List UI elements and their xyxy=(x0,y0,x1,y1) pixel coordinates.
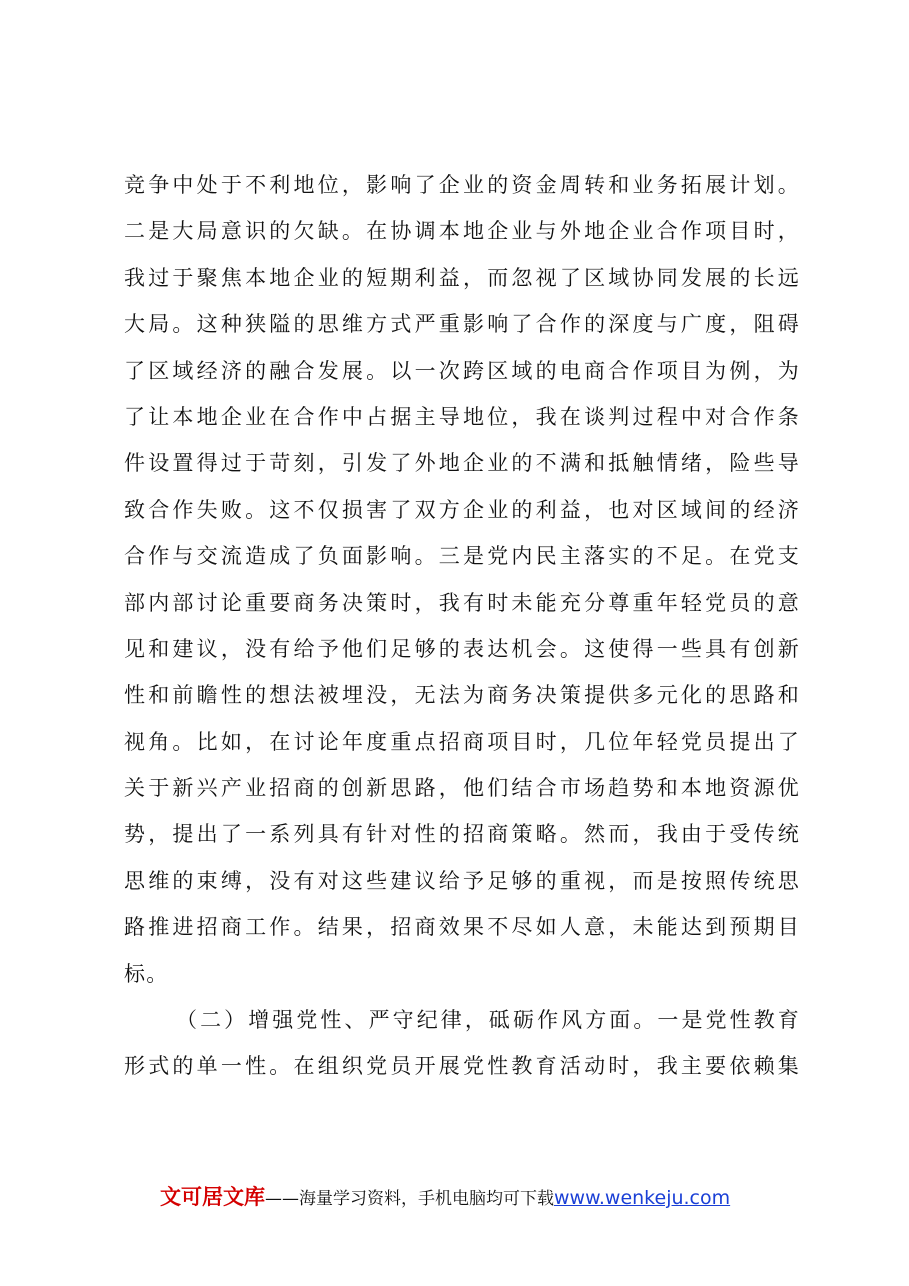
paragraph-line: 路推进招商工作。结果，招商效果不尽如人意，未能达到预期目 xyxy=(124,915,800,940)
paragraph-line: 竞争中处于不利地位，影响了企业的资金周转和业务拓展计划。 xyxy=(124,173,800,197)
paragraph-line: 思维的束缚，没有对这些建议给予足够的重视，而是按照传统思 xyxy=(124,868,800,893)
paragraph-line: 我过于聚焦本地企业的短期利益，而忽视了区域协同发展的长远 xyxy=(124,265,800,290)
paragraph-line: 致合作失败。这不仅损害了双方企业的利益，也对区域间的经济 xyxy=(124,497,800,522)
paragraph-line: 势，提出了一系列具有针对性的招商策略。然而，我由于受传统 xyxy=(124,822,800,847)
footer-url-link[interactable]: www.wenkeju.com xyxy=(554,1187,731,1209)
footer-banner xyxy=(160,1182,730,1212)
document-body xyxy=(124,162,800,1090)
paragraph-line: 件设置得过于苛刻，引发了外地企业的不满和抵触情绪，险些导 xyxy=(124,451,800,476)
paragraph-line: 合作与交流造成了负面影响。三是党内民主落实的不足。在党支 xyxy=(124,544,800,569)
paragraph-line: 部内部讨论重要商务决策时，我有时未能充分尊重年轻党员的意 xyxy=(124,590,800,615)
section-paragraph-line: 形式的单一性。在组织党员开展党性教育活动时，我主要依赖集 xyxy=(124,1054,800,1079)
paragraph-line: 大局。这种狭隘的思维方式严重影响了合作的深度与广度，阻碍 xyxy=(124,312,800,337)
footer-tagline: ——海量学习资料，手机电脑均可下载 xyxy=(265,1189,554,1209)
footer-brand: 文可居文库 xyxy=(160,1185,265,1209)
paragraph-line: 性和前瞻性的想法被埋没，无法为商务决策提供多元化的思路和 xyxy=(124,683,800,708)
paragraph-line: 标。 xyxy=(124,961,169,986)
paragraph-line: 关于新兴产业招商的创新思路，他们结合市场趋势和本地资源优 xyxy=(124,776,800,801)
paragraph-line: 见和建议，没有给予他们足够的表达机会。这使得一些具有创新 xyxy=(124,636,800,661)
paragraph-line: 了让本地企业在合作中占据主导地位，我在谈判过程中对合作条 xyxy=(124,404,800,429)
paragraph-line: 了区域经济的融合发展。以一次跨区域的电商合作项目为例，为 xyxy=(124,358,800,383)
paragraph-line: 视角。比如，在讨论年度重点招商项目时，几位年轻党员提出了 xyxy=(124,729,800,754)
paragraph-line: 二是大局意识的欠缺。在协调本地企业与外地企业合作项目时， xyxy=(124,219,800,244)
section-heading-line: （二）增强党性、严守纪律，砥砺作风方面。一是党性教育 xyxy=(176,1008,800,1033)
